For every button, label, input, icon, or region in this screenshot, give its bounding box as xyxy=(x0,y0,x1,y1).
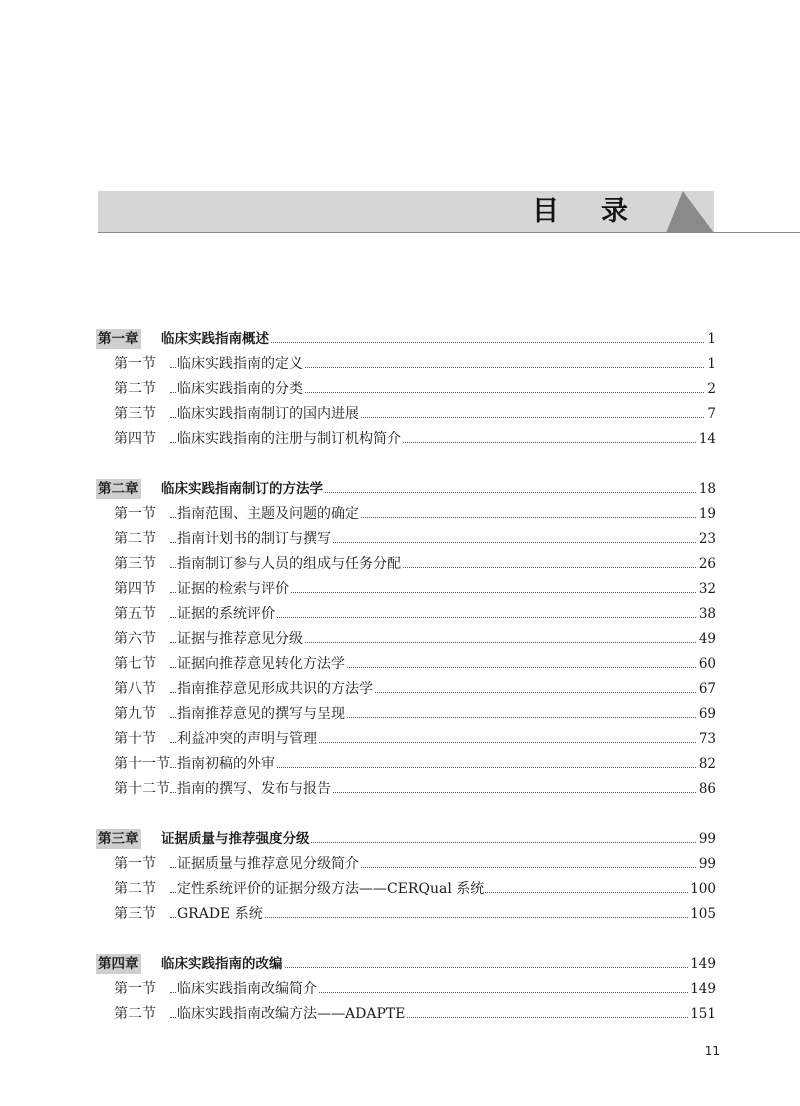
toc-chapter-row[interactable] xyxy=(0,329,800,349)
section-title: GRADE 系统 xyxy=(177,906,263,922)
page-ref: 19 xyxy=(698,506,716,522)
section-title: 临床实践指南的定义 xyxy=(177,356,303,372)
page-ref: 32 xyxy=(698,581,716,597)
section-title: 指南计划书的制订与撰写 xyxy=(177,531,331,547)
toc-section-row[interactable] xyxy=(0,404,800,424)
page-ref: 149 xyxy=(690,981,716,997)
toc-section-row[interactable] xyxy=(0,504,800,524)
page-ref: 100 xyxy=(690,881,716,897)
page-ref: 14 xyxy=(698,431,716,447)
section-number: 第二节 xyxy=(114,1006,156,1022)
toc-section-row[interactable] xyxy=(0,854,800,874)
toc-section-row[interactable] xyxy=(0,354,800,374)
section-number: 第十节 xyxy=(114,731,156,747)
toc-section-row[interactable] xyxy=(0,529,800,549)
section-number: 第四节 xyxy=(114,581,156,597)
toc-chapter-row[interactable] xyxy=(0,479,800,499)
section-number: 第五节 xyxy=(114,606,156,622)
section-title: 证据与推荐意见分级 xyxy=(177,631,303,647)
section-title: 证据的系统评价 xyxy=(177,606,275,622)
toc-section-row[interactable] xyxy=(0,379,800,399)
section-title: 指南范围、主题及问题的确定 xyxy=(177,506,359,522)
section-title: 临床实践指南的注册与制订机构简介 xyxy=(177,431,401,447)
section-title: 证据质量与推荐意见分级简介 xyxy=(177,856,359,872)
page-number: 11 xyxy=(704,1044,720,1058)
section-title: 临床实践指南改编方法——ADAPTE xyxy=(177,1006,406,1022)
section-number: 第二节 xyxy=(114,531,156,547)
toc-section-row[interactable] xyxy=(0,579,800,599)
section-number: 第一节 xyxy=(114,356,156,372)
section-title: 指南推荐意见形成共识的方法学 xyxy=(177,681,373,697)
page-ref: 149 xyxy=(690,956,716,972)
section-number: 第九节 xyxy=(114,706,156,722)
section-number: 第七节 xyxy=(114,656,156,672)
toc-section-row[interactable] xyxy=(0,654,800,674)
page-ref: 67 xyxy=(698,681,716,697)
section-title: 定性系统评价的证据分级方法——CERQual 系统 xyxy=(177,881,485,897)
chapter-number: 第四章 xyxy=(98,956,139,972)
toc-section-row[interactable] xyxy=(0,429,800,449)
toc-section-row[interactable] xyxy=(0,779,800,799)
chapter-number: 第二章 xyxy=(98,481,139,497)
section-number: 第三节 xyxy=(114,906,156,922)
toc-section-row[interactable] xyxy=(0,629,800,649)
page-ref: 2 xyxy=(707,381,716,397)
section-title: 指南的撰写、发布与报告 xyxy=(177,781,331,797)
toc-section-row[interactable] xyxy=(0,979,800,999)
toc-section-row[interactable] xyxy=(0,904,800,924)
chapter-title: 临床实践指南的改编 xyxy=(161,956,283,972)
page-ref: 105 xyxy=(690,906,716,922)
page-ref: 49 xyxy=(698,631,716,647)
page-ref: 26 xyxy=(698,556,716,572)
section-number: 第三节 xyxy=(114,406,156,422)
page-title: 目录 xyxy=(532,196,670,227)
page-ref: 7 xyxy=(707,406,716,422)
page-ref: 23 xyxy=(698,531,716,547)
section-number: 第三节 xyxy=(114,556,156,572)
section-number: 第一节 xyxy=(114,981,156,997)
section-number: 第四节 xyxy=(114,431,156,447)
section-title: 利益冲突的声明与管理 xyxy=(177,731,317,747)
section-title: 指南制订参与人员的组成与任务分配 xyxy=(177,556,401,572)
banner-rule xyxy=(98,232,800,233)
section-number: 第二节 xyxy=(114,881,156,897)
toc-chapter-row[interactable] xyxy=(0,829,800,849)
toc-section-row[interactable] xyxy=(0,754,800,774)
page-ref: 69 xyxy=(698,706,716,722)
toc-section-row[interactable] xyxy=(0,1004,800,1024)
toc-section-row[interactable] xyxy=(0,879,800,899)
section-number: 第十一节 xyxy=(114,756,170,772)
toc-section-row[interactable] xyxy=(0,604,800,624)
chapter-title: 临床实践指南概述 xyxy=(161,331,269,347)
toc-section-row[interactable] xyxy=(0,704,800,724)
page-ref: 60 xyxy=(698,656,716,672)
section-title: 临床实践指南改编简介 xyxy=(177,981,317,997)
page-ref: 18 xyxy=(698,481,716,497)
section-number: 第一节 xyxy=(114,506,156,522)
toc-chapter-row[interactable] xyxy=(0,954,800,974)
section-number: 第六节 xyxy=(114,631,156,647)
page-ref: 1 xyxy=(707,331,716,347)
page-ref: 151 xyxy=(690,1006,716,1022)
section-title: 指南推荐意见的撰写与呈现 xyxy=(177,706,345,722)
page-ref: 99 xyxy=(698,831,716,847)
section-title: 指南初稿的外审 xyxy=(177,756,275,772)
section-title: 临床实践指南制订的国内进展 xyxy=(177,406,359,422)
page-ref: 86 xyxy=(698,781,716,797)
chapter-title: 临床实践指南制订的方法学 xyxy=(161,481,323,497)
section-title: 证据向推荐意见转化方法学 xyxy=(177,656,345,672)
page-ref: 1 xyxy=(707,356,716,372)
chapter-title: 证据质量与推荐强度分级 xyxy=(161,831,310,847)
toc-section-row[interactable] xyxy=(0,554,800,574)
page-ref: 99 xyxy=(698,856,716,872)
section-number: 第二节 xyxy=(114,381,156,397)
chapter-number: 第一章 xyxy=(98,331,139,347)
chapter-number: 第三章 xyxy=(98,831,139,847)
page-ref: 73 xyxy=(698,731,716,747)
toc-section-row[interactable] xyxy=(0,729,800,749)
section-title: 证据的检索与评价 xyxy=(177,581,289,597)
section-number: 第八节 xyxy=(114,681,156,697)
page-ref: 38 xyxy=(698,606,716,622)
section-number: 第一节 xyxy=(114,856,156,872)
section-title: 临床实践指南的分类 xyxy=(177,381,303,397)
page-ref: 82 xyxy=(698,756,716,772)
section-number: 第十二节 xyxy=(114,781,170,797)
toc-section-row[interactable] xyxy=(0,679,800,699)
